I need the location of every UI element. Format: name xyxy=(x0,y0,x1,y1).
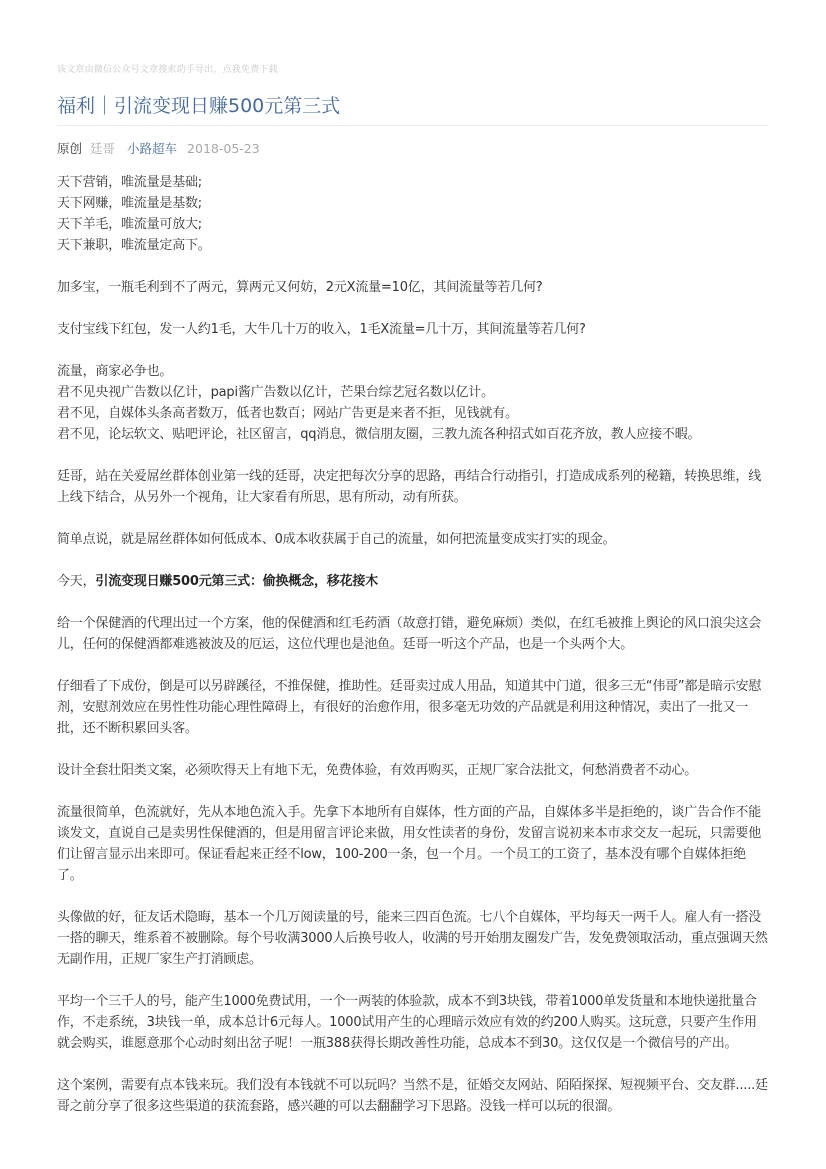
text-line: 君不见，论坛软文、贴吧评论，社区留言，qq消息，微信朋友圈，三教九流各种招式如百花齐放，教人应接不暇。 xyxy=(57,427,701,442)
intro-paragraph xyxy=(57,172,769,256)
text-line: 流量，商家必争也。 xyxy=(57,364,173,379)
author-name: 廷哥 xyxy=(90,141,116,156)
paragraph: 简单点说，就是屌丝群体如何低成本、0成本收获属于自己的流量，如何把流量变成实打实的现金。 xyxy=(57,532,616,547)
title-divider xyxy=(57,125,769,126)
account-link[interactable]: 小路超车 xyxy=(127,141,178,156)
paragraph: 流量很简单，色流就好，先从本地色流入手。先拿下本地所有自媒体，性方面的产品，自媒体多半是拒绝的，谈广告合作不能谈发文，直说自己是卖男性保健酒的，但是用留言评论来做，用女性读者的身份，发留言说初来本市求交友一起玩，只需要他们让留言显示出来即可。保证看起来正经不low，100-200一条，包一个月。一个员工的工资了，基本没有哪个自媒体拒绝了。 xyxy=(57,805,762,883)
text-line: 君不见，自媒体头条高者数万，低者也数百；网站广告更是来者不拒，见钱就有。 xyxy=(57,406,518,421)
today-heading-bold: 引流变现日赚500元第三式：偷换概念，移花接木 xyxy=(95,574,378,589)
publish-date: 2018-05-23 xyxy=(187,141,260,156)
text-line: 天下兼职，唯流量定高下。 xyxy=(57,238,211,253)
paragraph: 支付宝线下红包，发一人约1毛，大牛几十万的收入，1毛X流量=几十万，其间流量等若几何? xyxy=(57,322,586,337)
paragraph: 设计全套壮阳类文案，必须吹得天上有地下无，免费体验，有效再购买，正规厂家合法批文，何愁消费者不动心。 xyxy=(57,763,698,778)
paragraph: 仔细看了下成份，倒是可以另辟蹊径，不推保健，推助性。廷哥卖过成人用品，知道其中门道，很多三无“伟哥”都是暗示安慰剂，安慰剂效应在男性性功能心理性障碍上，有很好的治愈作用，很多毫无功效的产品就是利用这种情况，卖出了一批又一批，还不断积累回头客。 xyxy=(57,679,762,736)
text-line: 天下营销，唯流量是基础; xyxy=(57,175,202,190)
paragraph: 廷哥，站在关爱屌丝群体创业第一线的廷哥，决定把每次分享的思路，再结合行动指引，打造成成系列的秘籍，转换思维，线上线下结合，从另外一个视角，让大家看有所思，思有所动，动有所获。 xyxy=(57,469,762,505)
article-meta xyxy=(57,140,268,158)
paragraph: 这个案例，需要有点本钱来玩。我们没有本钱就不可以玩吗？当然不是，征婚交友网站、陌陌探探、短视频平台、交友群.....廷哥之前分享了很多这些渠道的获流套路，感兴趣的可以去翻翻学习下思路。没钱一样可以玩的很溜。 xyxy=(57,1078,768,1114)
original-label: 原创 xyxy=(57,141,83,156)
text-line: 天下网赚，唯流量是基数; xyxy=(57,196,202,211)
text-line: 君不见央视广告数以亿计，papi酱广告数以亿计，芒果台综艺冠名数以亿计。 xyxy=(57,385,494,400)
today-prefix: 今天， xyxy=(57,574,96,589)
text-line: 天下羊毛，唯流量可放大; xyxy=(57,217,202,232)
article-title: 福利｜引流变现日赚500元第三式 xyxy=(57,95,341,117)
today-heading xyxy=(57,571,769,592)
export-notice-link[interactable]: 该文章由微信公众号文章搜索助手导出，点我免费下载 xyxy=(57,65,278,75)
traffic-paragraph xyxy=(57,361,769,445)
paragraph: 给一个保健酒的代理出过一个方案，他的保健酒和红毛药酒（故意打错，避免麻烦）类似，在红毛被推上舆论的风口浪尖这会儿，任何的保健酒都难逃被波及的厄运，这位代理也是池鱼。廷哥一听这个产品，也是一个头两个大。 xyxy=(57,616,762,652)
paragraph: 平均一个三千人的号，能产生1000免费试用，一个一两装的体验款，成本不到3块钱，带着1000单发货量和本地快递批量合作，不走系统，3块钱一单，成本总计6元每人。1000试用产生的心理暗示效应有效的约200人购买。这玩意，只要产生作用就会购买，谁愿意那个心动时刻出岔子呢！一瓶388获得长期改善性功能，总成本不到30。这仅仅是一个微信号的产出。 xyxy=(57,994,757,1051)
paragraph: 头像做的好，征友话术隐晦，基本一个几万阅读量的号，能来三四百色流。七八个自媒体，平均每天一两千人。雇人有一搭没一搭的聊天，维系着不被删除。每个号收满3000人后换号收人，收满的号开始朋友圈发广告，发免费领取活动，重点强调天然无副作用，正规厂家生产打消顾虑。 xyxy=(57,910,768,967)
paragraph: 加多宝，一瓶毛利到不了两元，算两元又何妨，2元X流量=10亿，其间流量等若几何? xyxy=(57,280,543,295)
article-body xyxy=(57,172,769,1138)
